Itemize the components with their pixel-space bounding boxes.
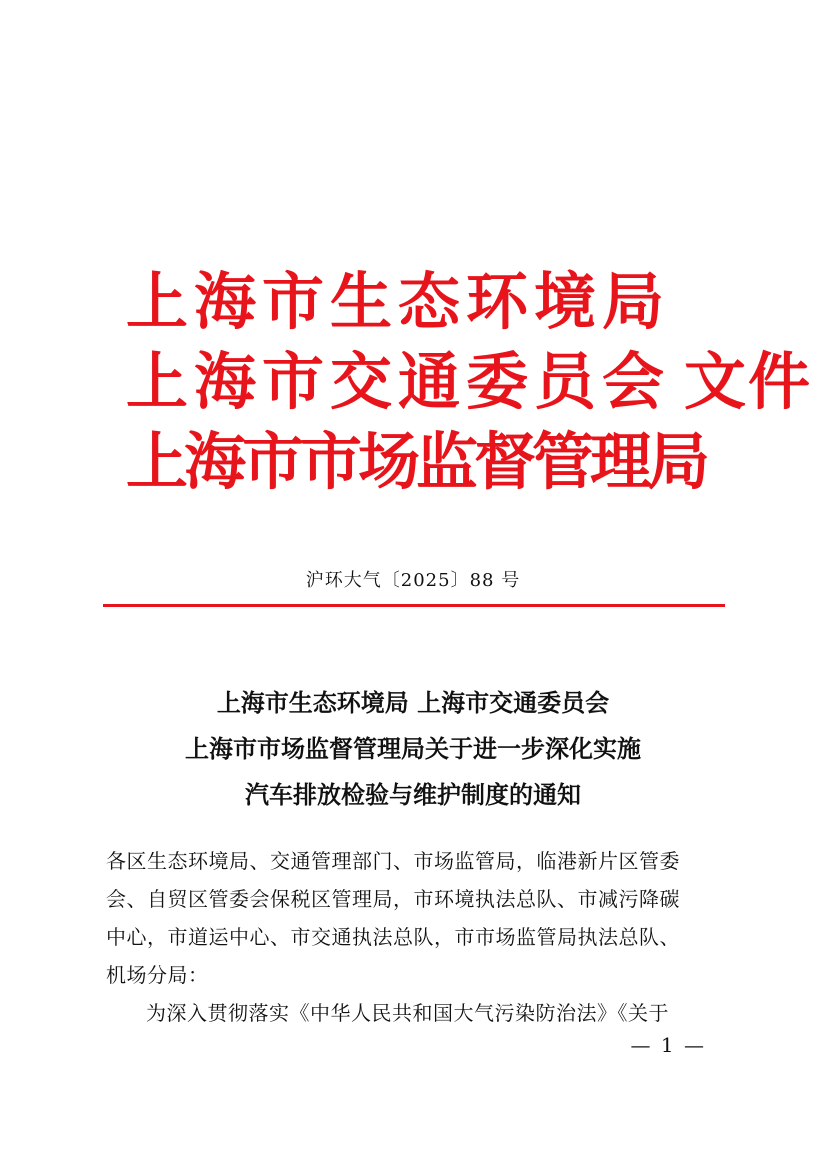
title-line-3: 汽车排放检验与维护制度的通知: [245, 780, 581, 809]
document-body: [106, 842, 728, 1032]
title-line-1: 上海市生态环境局 上海市交通委员会: [216, 688, 610, 717]
masthead-line-environment-bureau: 上海市生态环境局: [126, 265, 671, 338]
document-number: 沪环大气〔2025〕88 号: [305, 570, 521, 591]
masthead-line-market-supervision: 上海市市场监督管理局: [126, 425, 707, 498]
addressee-line: 中心，市道运中心、市交通执法总队，市市场监管局执法总队、: [106, 925, 680, 949]
addressee-line: 各区生态环境局、交通管理部门、市场监管局，临港新片区管委: [106, 849, 680, 873]
masthead-line-transport-commission: [126, 342, 812, 422]
masthead-document-label: 文件: [684, 345, 813, 418]
page-number: — 1 —: [630, 1033, 706, 1057]
red-separator-line: [103, 604, 725, 607]
title-line-2: 上海市市场监督管理局关于进一步深化实施: [185, 734, 641, 763]
document-title: [0, 680, 826, 818]
masthead-transport-commission-name: 上海市交通委员会: [126, 345, 671, 418]
paragraph-start: 为深入贯彻落实《中华人民共和国大气污染防治法》《关于: [146, 1001, 669, 1025]
addressee-line: 会、自贸区管委会保税区管理局，市环境执法总队、市减污降碳: [106, 887, 680, 911]
addressee-line: 机场分局：: [106, 963, 209, 987]
